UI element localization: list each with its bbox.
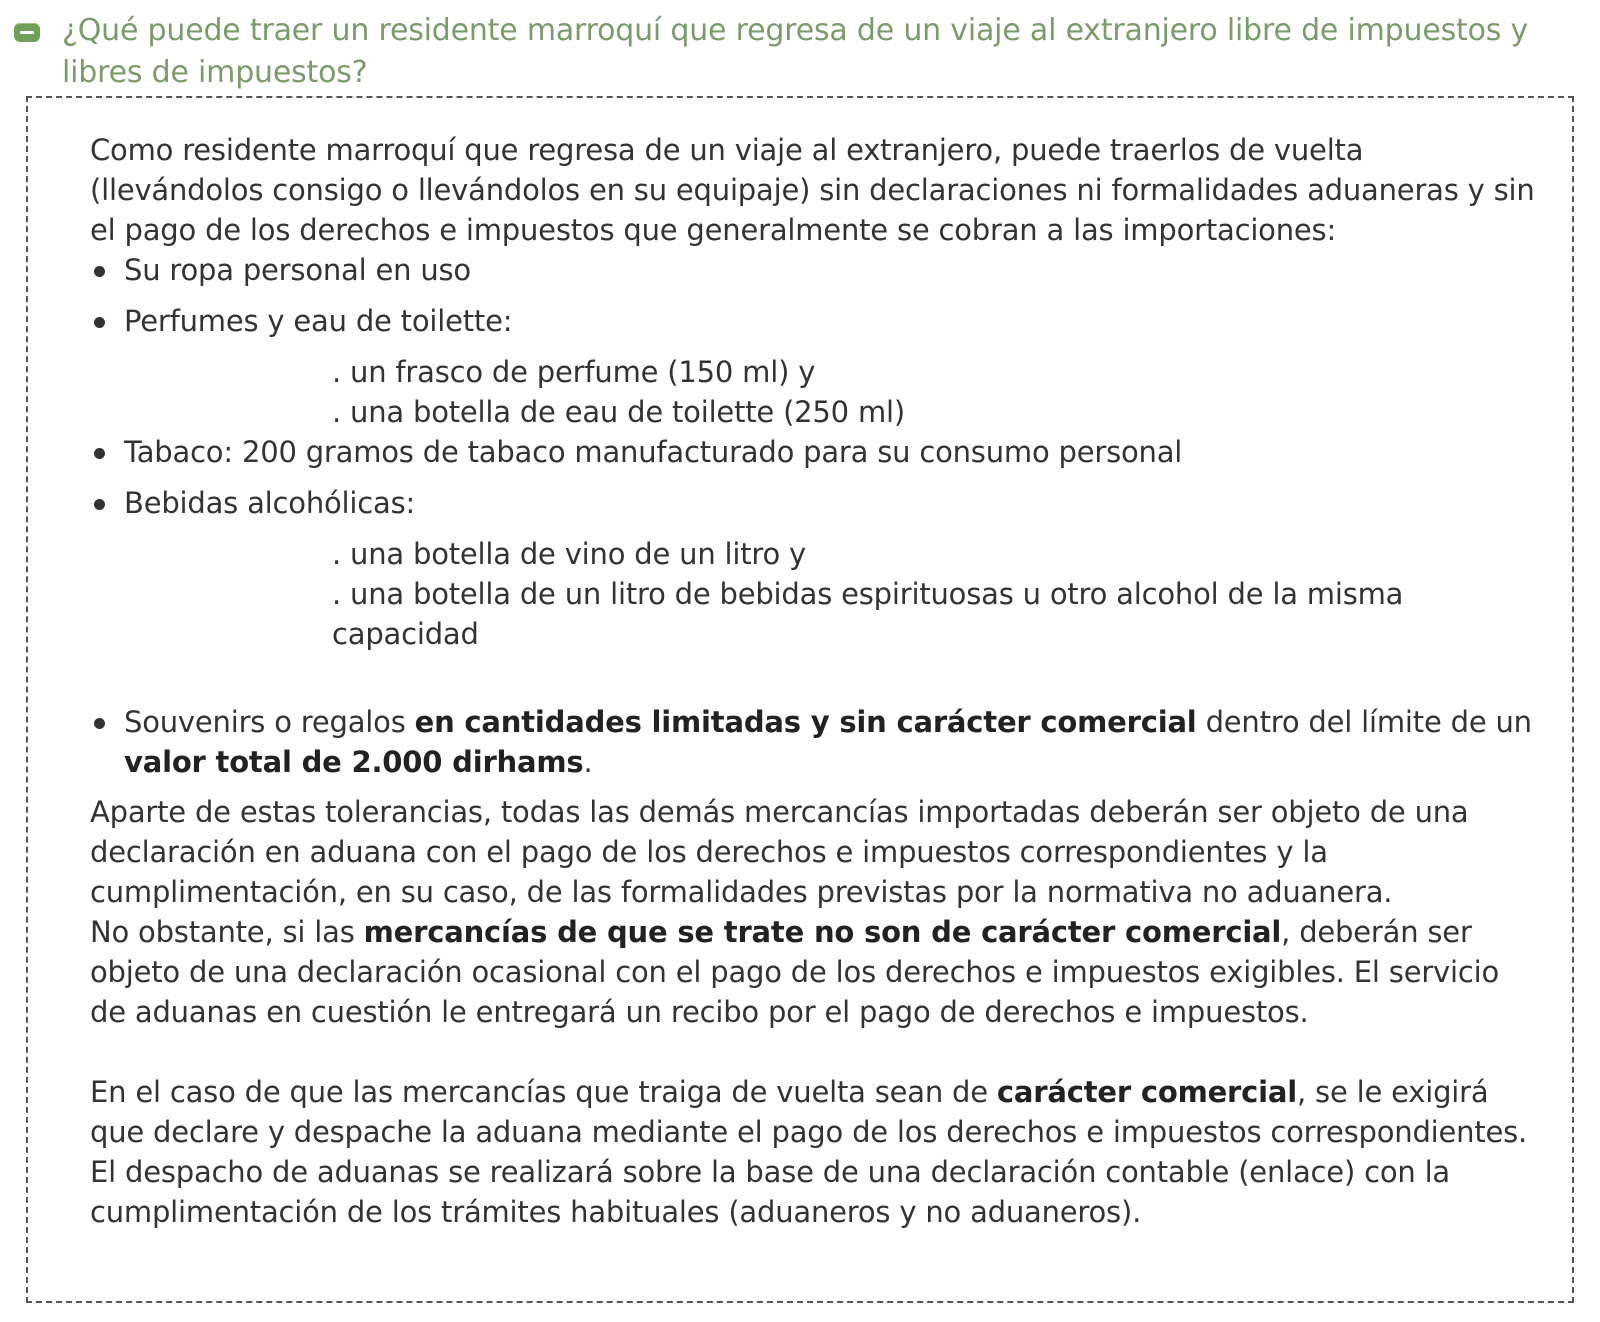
allowance-list-final	[90, 702, 1540, 782]
allowance-clothing-text: Su ropa personal en uso	[124, 253, 471, 287]
para3-text-a: En el caso de que las mercancías que traiga de vuelta sean de	[90, 1075, 997, 1109]
faq-answer-panel	[26, 96, 1574, 1303]
allowance-perfumes	[90, 301, 1540, 341]
perfume-sublist	[332, 352, 1540, 432]
allowance-list-continued	[90, 432, 1540, 523]
answer-paragraph-commercial	[90, 1072, 1540, 1232]
answer-intro: Como residente marroquí que regresa de un viaje al extranjero, puede traerlos de vuelta (llevándolos consigo o llevándolos en su equipaje) sin declaraciones ni formalidades aduaneras y sin el pago de los derechos e impuestos que generalmente se cobran a las importaciones:	[90, 133, 1535, 247]
allowance-perfumes-text: Perfumes y eau de toilette:	[124, 304, 513, 338]
faq-question[interactable]: ¿Qué puede traer un residente marroquí que regresa de un viaje al extranjero libre de impuestos y libres de impuestos?	[62, 13, 1529, 90]
souvenirs-text-bold-b: valor total de 2.000 dirhams	[124, 745, 584, 779]
alcohol-sub-item: . una botella de vino de un litro y	[332, 537, 807, 571]
alcohol-sub-item: . una botella de un litro de bebidas espirituosas u otro alcohol de la misma capacidad	[332, 577, 1404, 651]
faq-answer-content	[90, 130, 1540, 1232]
souvenirs-text-a: Souvenirs o regalos	[124, 705, 415, 739]
allowance-list	[90, 250, 1540, 341]
para3-text-c: , se le exigirá que declare y despache la aduana mediante el pago de los derechos e impuestos correspondientes. El despacho de aduanas se realizará sobre la base de una declaración contable (enlace) con la cumplimentación de los trámites habituales (aduaneros y no aduaneros).	[90, 1075, 1528, 1229]
souvenirs-text-bold-a: en cantidades limitadas y sin carácter comercial	[414, 705, 1197, 739]
collapse-minus-icon[interactable]	[14, 23, 40, 42]
para2-text-d: , deberán ser objeto de una declaración ocasional con el pago de los derechos e impuestos exigibles. El servicio de aduanas en cuestión le entregará un recibo por el pago de derechos e impuestos.	[90, 915, 1500, 1029]
para2-text-a: Aparte de estas tolerancias, todas las demás mercancías importadas deberán ser objeto de una declaración en aduana con el pago de los derechos e impuestos correspondientes y la cumplimentación, en su caso, de las formalidades previstas por la normativa no aduanera.	[90, 795, 1469, 909]
alcohol-sublist	[332, 534, 1540, 654]
allowance-tobacco	[90, 432, 1540, 472]
answer-paragraph-other-goods	[90, 792, 1540, 1032]
allowance-tobacco-text: Tabaco: 200 gramos de tabaco manufacturado para su consumo personal	[124, 435, 1183, 469]
para2-text-bold: mercancías de que se trate no son de carácter comercial	[363, 915, 1282, 949]
allowance-souvenirs	[90, 702, 1540, 782]
souvenirs-text-c: dentro del límite de un	[1196, 705, 1532, 739]
para2-text-b: No obstante, si las	[90, 915, 364, 949]
perfume-sub-item: . un frasco de perfume (150 ml) y	[332, 355, 816, 389]
souvenirs-text-e: .	[583, 745, 593, 779]
allowance-clothing	[90, 250, 1540, 290]
allowance-alcohol-text: Bebidas alcohólicas:	[124, 486, 416, 520]
perfume-sub-item: . una botella de eau de toilette (250 ml)	[332, 395, 905, 429]
faq-question-toggle[interactable]	[14, 10, 1584, 94]
para3-text-bold: carácter comercial	[996, 1075, 1297, 1109]
allowance-alcohol	[90, 483, 1540, 523]
